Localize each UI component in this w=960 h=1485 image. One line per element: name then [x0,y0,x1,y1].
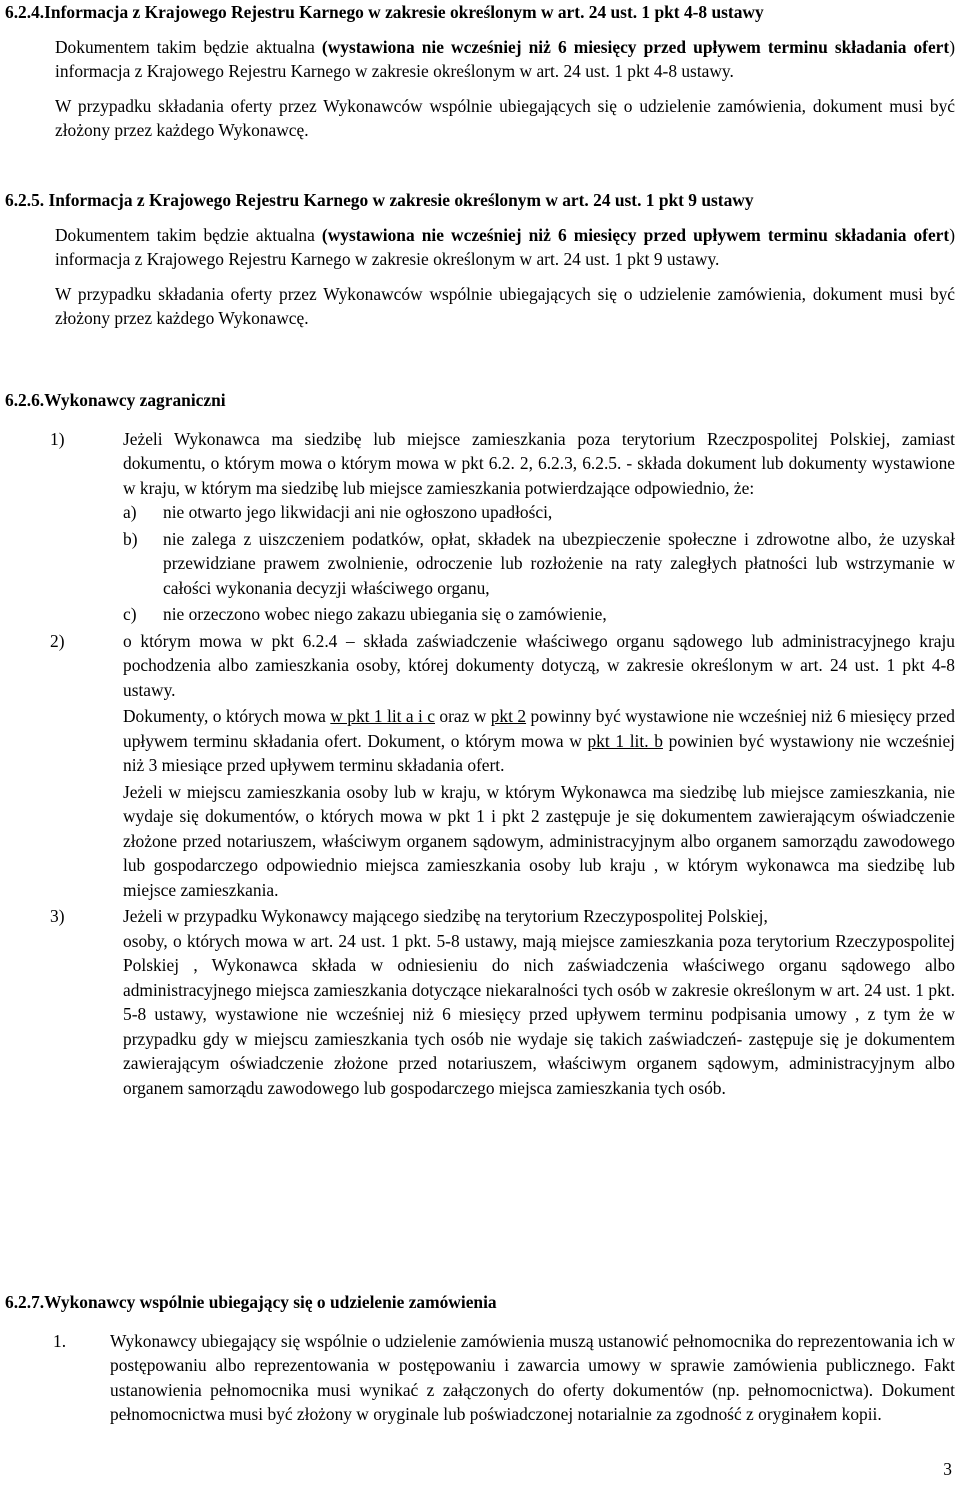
section-6-2-5 [5,188,955,331]
section-number: 6.2.4. [5,2,45,22]
section-title: Informacja z Krajowego Rejestru Karnego w zakresie określonym w art. 24 ust. 1 pkt 4-8 ustawy [44,2,764,22]
sub-item-a: a) nie otwarto jego likwidacji ani nie ogłoszono upadłości, [123,502,553,522]
section-6-2-6 [5,388,955,1100]
page-number: 3 [943,1459,952,1479]
section-number: 6.2.6. [5,390,45,410]
sub-item-b: b) nie zalega z uiszczeniem podatków, opłat, składek na ubezpieczenie społeczne i zdrowotne albo, że uzyskał przewidziane prawem zwolnienie, odroczenie lub rozłożenie na raty zaległych płatności lub wstrzymanie w całości wykonania decyzji właściwego organu, [123,528,955,598]
section-number: 6.2.7. [5,1292,45,1312]
section-heading [5,388,955,413]
paragraph: Dokumentem takim będzie aktualna (wystawiona nie wcześniej niż 6 miesięcy przed upływem terminu składania ofert) informacja z Krajowego Rejestru Karnego w zakresie określonym w art. 24 ust. 1 pkt 4-8 ustawy. [55,36,955,81]
paragraph: W przypadku składania oferty przez Wykonawców wspólnie ubiegających się o udzielenie zamówienia, dokument musi być złożony przez każdego Wykonawcę. [55,283,955,328]
list-item-1: 1) Jeżeli Wykonawca ma siedzibę lub miejsce zamieszkania poza terytorium Rzeczpospolitej Polskiej, zamiast dokumentu, o którym mowa o którym mowa w pkt 6.2. 2, 6.2.3, 6.2.5. - składa dokument lub dokumenty wystawione w kraju, w którym ma siedzibę lub miejsce zamieszkania potwierdzające odpowiednio, że: [50,428,955,498]
paragraph: W przypadku składania oferty przez Wykonawców wspólnie ubiegających się o udzielenie zamówienia, dokument musi być złożony przez każdego Wykonawcę. [55,95,955,140]
section-title: Informacja z Krajowego Rejestru Karnego w zakresie określonym w art. 24 ust. 1 pkt 9 ustawy [48,190,754,210]
list-item-3: 3) Jeżeli w przypadku Wykonawcy mającego siedzibę na terytorium Rzeczypospolitej Polskiej, [50,906,768,926]
section-title: Wykonawcy zagraniczni [44,390,226,410]
sub-item-c: c) nie orzeczono wobec niego zakazu ubiegania się o zamówienie, [123,604,607,624]
section-6-2-4 [5,0,955,143]
paragraph: Jeżeli w miejscu zamieszkania osoby lub w kraju, w którym Wykonawca ma siedzibę lub miejsce zamieszkania, nie wydaje się dokumentów, o których mowa w pkt 1 i pkt 2 zastępuje je się dokumentem zawierającym oświadczenie złożone przed notariuszem, właściwym organem sądowym, administracyjnym albo organem samorządu zawodowego lub gospodarczego odpowiednio miejsca zamieszkania osoby lub kraju , w którym wykonawca ma siedzibę lub miejsce zamieszkania. [123,781,955,900]
section-heading [5,1290,955,1315]
section-heading [5,0,955,25]
paragraph: Dokumenty, o których mowa w pkt 1 lit a i c oraz w pkt 2 powinny być wystawione nie wcześniej niż 6 miesięcy przed upływem terminu składania ofert. Dokument, o którym mowa w pkt 1 lit. b powinien być wystawiony nie wcześniej niż 3 miesiące przed upływem terminu składania ofert. [123,706,956,775]
paragraph: osoby, o których mowa w art. 24 ust. 1 pkt. 5-8 ustawy, mają miejsce zamieszkania poza terytorium Rzeczypospolitej Polskiej , Wykonawca składa w odniesieniu do nich zaświadczenia właściwego organu sądowego albo administracyjnego miejsca zamieszkania dotyczące niekaralności tych osób w zakresie określonym w art. 24 ust. 1 pkt. 5-8 ustawy, wystawione nie wcześniej niż 6 miesięcy przed upływem terminu podpisania umowy , z tym że w przypadku gdy w miejscu zamieszkania tych osób nie wydaje się takich zaświadczeń- zastępuje się je dokumentem zawierającym oświadczenie złożone przed notariuszem, właściwym organem sądowym, administracyjnym albo organem samorządu zawodowego lub gospodarczego miejsca zamieszkania tych osób. [123,930,955,1098]
paragraph: Dokumentem takim będzie aktualna (wystawiona nie wcześniej niż 6 miesięcy przed upływem terminu składania ofert) informacja z Krajowego Rejestru Karnego w zakresie określonym w art. 24 ust. 1 pkt 9 ustawy. [55,224,955,269]
list-item-2: 2) o którym mowa w pkt 6.2.4 – składa zaświadczenie właściwego organu sądowego lub administracyjnego kraju pochodzenia albo zamieszkania osoby, której dokumenty dotyczą, w zakresie określonym w art. 24 ust. 1 pkt 4-8 ustawy. [50,630,955,700]
list-item-1: 1. Wykonawcy ubiegający się wspólnie o udzielenie zamówienia muszą ustanowić pełnomocnika do reprezentowania ich w postępowaniu albo reprezentowania w postępowaniu i zawarcia umowy w sprawie zamówienia publicznego. Fakt ustanowienia pełnomocnika musi wynikać z załączonych do oferty dokumentów (np. pełnomocnictwa). Dokument pełnomocnictwa musi być złożony w oryginale lub poświadczonej notarialnie za zgodność z oryginałem kopii. [53,1330,955,1424]
section-heading [5,188,955,213]
section-6-2-7 [5,1290,955,1427]
section-title: Wykonawcy wspólnie ubiegający się o udzielenie zamówienia [44,1292,497,1312]
section-number: 6.2.5. [5,190,45,210]
